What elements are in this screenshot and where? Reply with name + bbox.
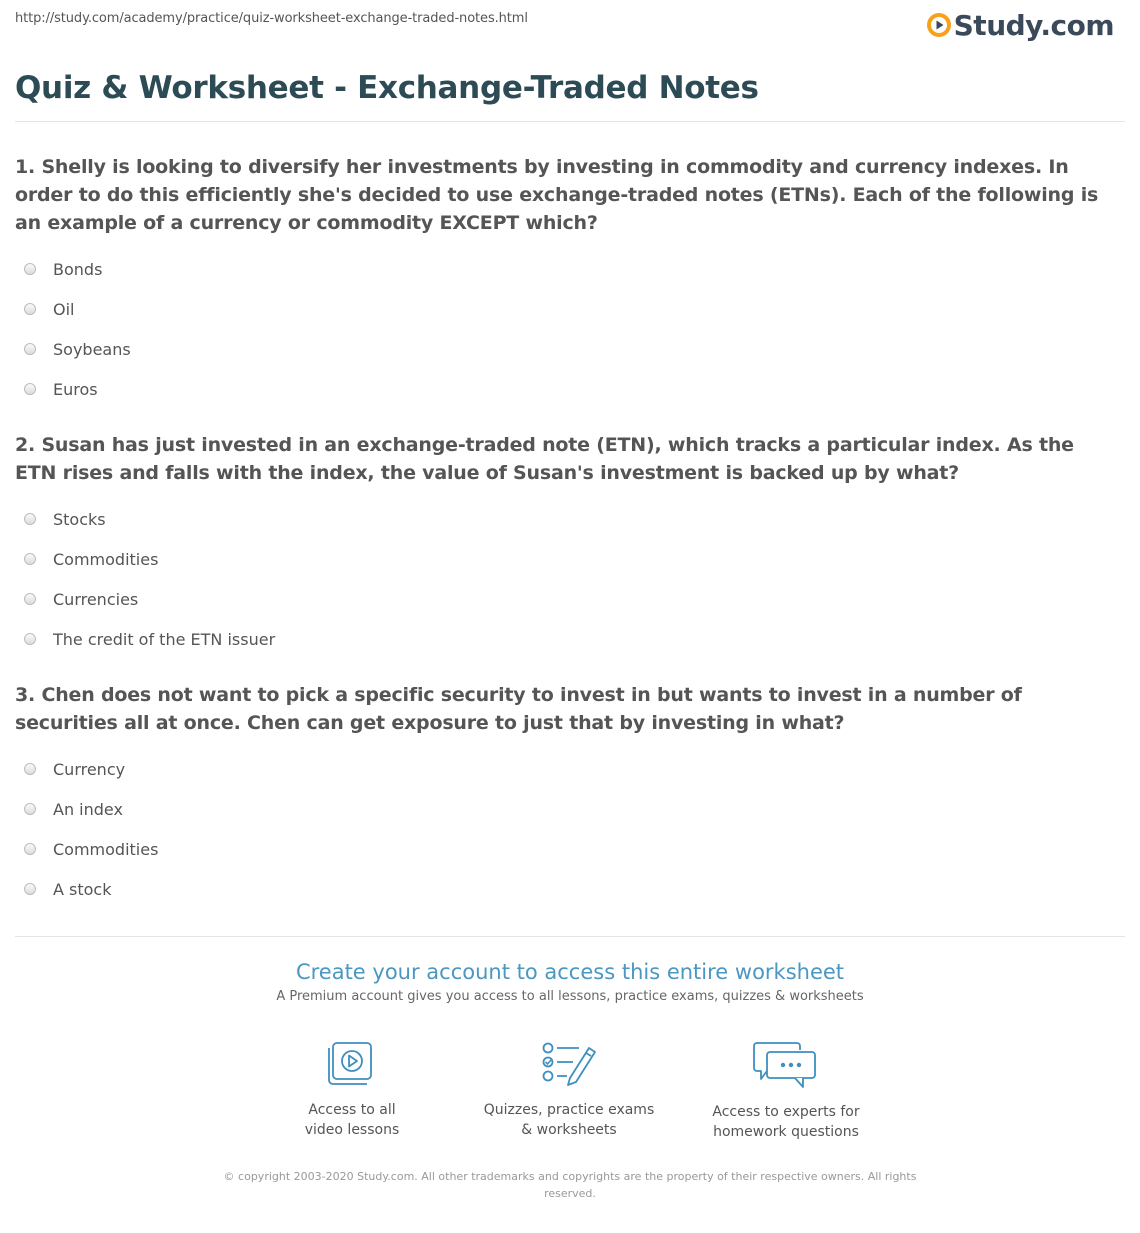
video-lesson-icon xyxy=(324,1040,380,1088)
feature-quizzes xyxy=(459,1040,679,1140)
checklist-icon xyxy=(539,1040,599,1088)
answer-label: Bonds xyxy=(53,259,103,279)
feature-video-lessons xyxy=(242,1040,462,1140)
question-2 xyxy=(15,431,1110,659)
answer-label: Euros xyxy=(53,379,98,399)
answer-label: Commodities xyxy=(53,839,159,859)
radio-button[interactable] xyxy=(24,303,36,315)
answer-option[interactable] xyxy=(15,329,1110,369)
answer-label: Oil xyxy=(53,299,75,319)
radio-button[interactable] xyxy=(24,263,36,275)
feature-label: Access to experts for homework questions xyxy=(712,1104,860,1140)
radio-button[interactable] xyxy=(24,883,36,895)
answer-option[interactable] xyxy=(15,869,1110,909)
play-circle-icon xyxy=(927,13,951,37)
study-logo[interactable] xyxy=(927,7,1114,43)
top-bar xyxy=(0,0,1140,50)
question-text: 1. Shelly is looking to diversify her investments by investing in commodity and currency indexes. In order to do this efficiently she's decided to use exchange-traded notes (ETNs). Each of the following is an example of a currency or commodity EXCEPT which? xyxy=(15,156,1099,234)
answer-option[interactable] xyxy=(15,369,1110,409)
answer-option[interactable] xyxy=(15,249,1110,289)
signup-cta xyxy=(0,958,1140,1004)
answer-option[interactable] xyxy=(15,499,1110,539)
answer-option[interactable] xyxy=(15,539,1110,579)
chat-bubbles-icon xyxy=(753,1040,819,1090)
radio-button[interactable] xyxy=(24,633,36,645)
answer-label: Soybeans xyxy=(53,339,131,359)
radio-button[interactable] xyxy=(24,593,36,605)
title-divider xyxy=(15,121,1125,122)
answer-option[interactable] xyxy=(15,289,1110,329)
answer-option[interactable] xyxy=(15,789,1110,829)
feature-label: Access to all video lessons xyxy=(304,1102,400,1138)
question-text: 2. Susan has just invested in an exchange-traded note (ETN), which tracks a particular index. As the ETN rises and falls with the index, the value of Susan's investment is backed up by what? xyxy=(15,434,1074,484)
answer-label: An index xyxy=(53,799,123,819)
radio-button[interactable] xyxy=(24,763,36,775)
answer-option[interactable] xyxy=(15,579,1110,619)
radio-button[interactable] xyxy=(24,803,36,815)
feature-label: Quizzes, practice exams & worksheets xyxy=(483,1102,655,1138)
question-1 xyxy=(15,153,1110,409)
answer-option[interactable] xyxy=(15,749,1110,789)
answer-label: Currencies xyxy=(53,589,139,609)
copyright-notice: © copyright 2003-2020 Study.com. All other trademarks and copyrights are the property of their respective owners. All rights reserved. xyxy=(223,1170,917,1200)
question-3 xyxy=(15,681,1110,909)
answer-label: Commodities xyxy=(53,549,159,569)
radio-button[interactable] xyxy=(24,383,36,395)
answer-option[interactable] xyxy=(15,619,1110,659)
page-title: Quiz & Worksheet - Exchange-Traded Notes xyxy=(15,70,759,106)
answer-label: Stocks xyxy=(53,509,106,529)
radio-button[interactable] xyxy=(24,843,36,855)
radio-button[interactable] xyxy=(24,343,36,355)
radio-button[interactable] xyxy=(24,553,36,565)
answer-label: A stock xyxy=(53,879,112,899)
question-list xyxy=(15,153,1110,931)
answer-label: Currency xyxy=(53,759,126,779)
question-text: 3. Chen does not want to pick a specific security to invest in but wants to invest in a number of securities all at once. Chen can get exposure to just that by investing in what? xyxy=(15,684,1022,734)
cta-divider xyxy=(15,936,1125,937)
cta-subtitle: A Premium account gives you access to all lessons, practice exams, quizzes & worksheets xyxy=(276,989,864,1004)
logo-text: Study.com xyxy=(953,8,1114,42)
page-url: http://study.com/academy/practice/quiz-worksheet-exchange-traded-notes.html xyxy=(15,11,528,26)
cta-link[interactable]: Create your account to access this entire worksheet xyxy=(295,960,845,984)
answer-option[interactable] xyxy=(15,829,1110,869)
answer-label: The credit of the ETN issuer xyxy=(53,629,276,649)
feature-experts xyxy=(676,1040,896,1142)
radio-button[interactable] xyxy=(24,513,36,525)
